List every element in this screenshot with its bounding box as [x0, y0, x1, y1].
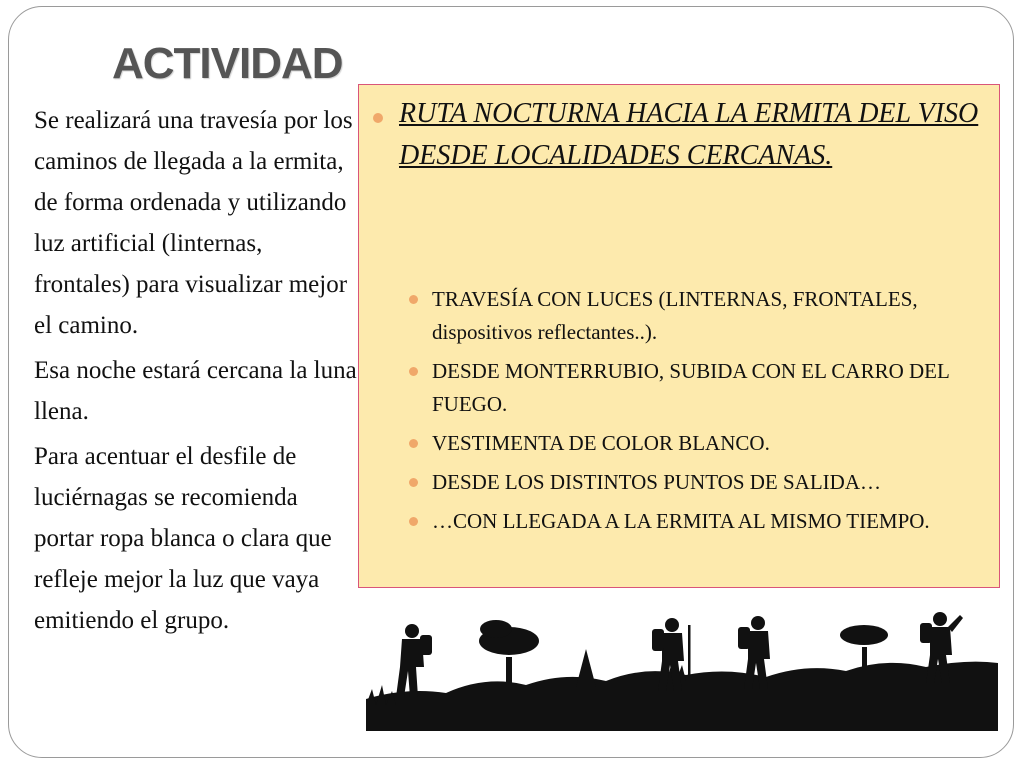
bullet-icon: [409, 295, 418, 304]
bullet-icon: [409, 517, 418, 526]
bullet-icon: [409, 439, 418, 448]
hikers-silhouette-icon: [366, 605, 998, 731]
main-bullet-text: RUTA NOCTURNA HACIA LA ERMITA DEL VISO DESDE LOCALIDADES CERCANAS.: [399, 98, 979, 171]
bullet-icon: [373, 113, 383, 123]
bullet-icon: [409, 478, 418, 487]
sub-bullet-item: [409, 505, 969, 538]
main-bullet: [373, 93, 983, 177]
sub-bullet-item: [409, 283, 969, 349]
paragraph-clothing: Para acentuar el desfile de luciérnagas se recomienda portar ropa blanca o clara que refleje mejor la luz que vaya emitiendo el grupo.: [34, 443, 332, 634]
slide-title: ACTIVIDAD: [112, 39, 343, 88]
paragraph-route: Se realizará una travesía por los caminos de llegada a la ermita, de forma ordenada y utilizando luz artificial (linternas, frontales) para visualizar mejor el camino.: [34, 107, 353, 339]
sub-bullet-list: [409, 283, 969, 544]
left-text-block: [34, 100, 360, 645]
paragraph-moon: Esa noche estará cercana la luna llena.: [34, 357, 357, 425]
sub-bullet-text: VESTIMENTA DE COLOR BLANCO.: [432, 431, 770, 455]
sub-bullet-item: [409, 427, 969, 460]
sub-bullet-item: [409, 466, 969, 499]
sub-bullet-text: …CON LLEGADA A LA ERMITA AL MISMO TIEMPO.: [432, 509, 930, 533]
sub-bullet-text: DESDE LOS DISTINTOS PUNTOS DE SALIDA…: [432, 470, 881, 494]
sub-bullet-text: TRAVESÍA CON LUCES (LINTERNAS, FRONTALES, dispositivos reflectantes..).: [432, 287, 918, 344]
sub-bullet-item: [409, 355, 969, 421]
activity-panel: [358, 84, 1000, 588]
bullet-icon: [409, 367, 418, 376]
sub-bullet-text: DESDE MONTERRUBIO, SUBIDA CON EL CARRO DEL FUEGO.: [432, 359, 950, 416]
